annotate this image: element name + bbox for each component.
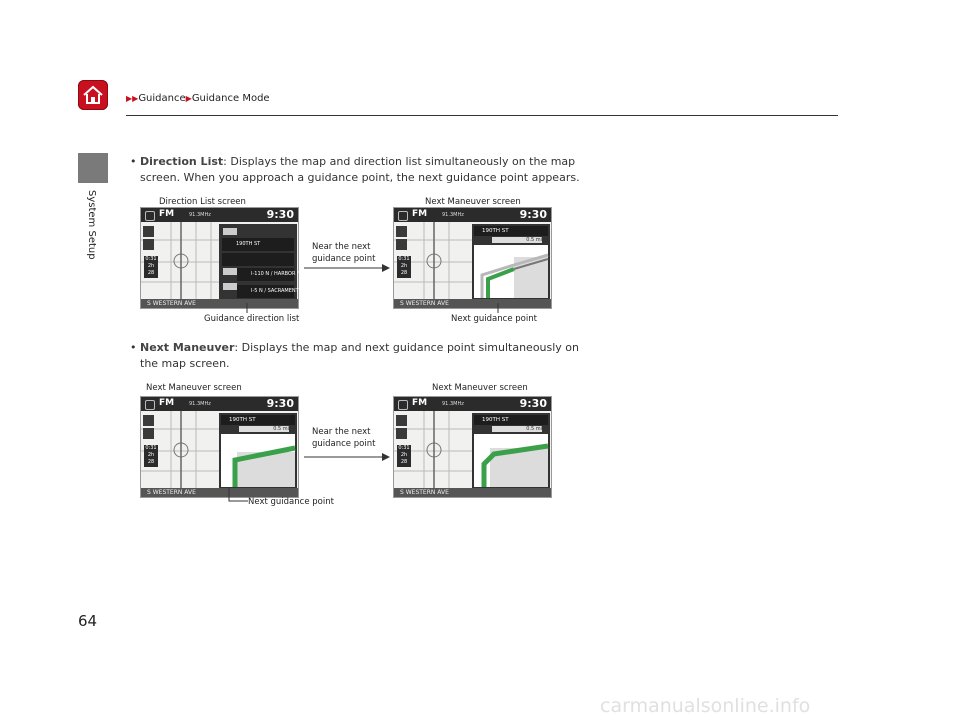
- next-maneuver-screen-caption: Next Maneuver screen: [425, 197, 521, 207]
- breadcrumb-guidance-mode[interactable]: Guidance Mode: [191, 93, 270, 104]
- guidance-direction-list: [219, 224, 314, 300]
- watermark: carmanualsonline.info: [600, 695, 811, 717]
- guidance-direction-list-callout: Guidance direction list: [204, 314, 300, 324]
- next-guidance-point-panel: 190TH ST 0.5 mi: [219, 413, 297, 489]
- direction-list-item: I-5 N / SACRAMENTO: [237, 285, 294, 298]
- direction-list-item: 190TH ST: [222, 238, 294, 251]
- direction-list-item: [222, 253, 294, 266]
- next-guidance-point-panel: 190TH ST 0.5 mi: [472, 224, 550, 300]
- side-tab-label: System Setup: [86, 190, 97, 260]
- near-next-guidance-label-2: Near the next guidance point: [312, 427, 376, 449]
- direction-list-screen: FM 91.3MHz 9:30 0:31 2h 28 190TH ST I-110 N / HARBOR FWY N I-5 N / SACRAMENTO S WESTERN AVE: [140, 207, 299, 309]
- next-maneuver-screen-caption-right: Next Maneuver screen: [432, 383, 528, 393]
- direction-list-item: I-110 N / HARBOR FWY N: [237, 268, 294, 281]
- next-maneuver-description: • Next Maneuver: Displays the map and next guidance point simultaneously on the map screen.: [130, 341, 580, 370]
- maneuver-map: [474, 245, 548, 298]
- home-button-icon: [145, 400, 155, 410]
- direction-list-screen-caption: Direction List screen: [159, 197, 246, 207]
- home-button-icon: [145, 211, 155, 221]
- arrow-right-icon: [304, 452, 390, 462]
- next-maneuver-term: Next Maneuver: [140, 341, 235, 354]
- next-guidance-point-callout: Next guidance point: [451, 314, 537, 324]
- side-tab: [78, 153, 108, 183]
- next-guidance-point-panel: 190TH ST 0.5 mi: [472, 413, 550, 489]
- eta-box: 0:31 2h 28: [145, 256, 157, 276]
- next-maneuver-screen-after: FM 91.3MHz 9:30 0:31 2h 28 190TH ST 0.5 mi S WESTERN AVE: [393, 396, 552, 498]
- home-button-icon: [398, 400, 408, 410]
- direction-list-term: Direction List: [140, 155, 224, 168]
- home-icon[interactable]: [78, 80, 108, 110]
- direction-list-description: • Direction List: Displays the map and direction list simultaneously on the map screen. When you approach a guidance point, the next guidance point appears.: [130, 155, 580, 184]
- next-maneuver-screen: FM 91.3MHz 9:30 0:31 2h 28 190TH ST 0.5 mi S WESTERN AVE: [393, 207, 552, 309]
- status-bar: FM 91.3MHz 9:30: [141, 208, 298, 222]
- next-maneuver-screen-caption-left: Next Maneuver screen: [146, 383, 242, 393]
- maneuver-map: [221, 434, 295, 487]
- header-divider: [126, 115, 838, 116]
- breadcrumb-guidance[interactable]: Guidance: [138, 93, 186, 104]
- near-next-guidance-label: Near the next guidance point: [312, 242, 376, 264]
- home-button-icon: [398, 211, 408, 221]
- next-maneuver-screen-before: FM 91.3MHz 9:30 0:31 2h 28 190TH ST 0.5 mi S WESTERN AVE: [140, 396, 299, 498]
- maneuver-map: [474, 434, 548, 487]
- breadcrumb: ▶▶Guidance▶Guidance Mode: [126, 93, 270, 104]
- page-number: 64: [78, 612, 98, 630]
- next-guidance-point-callout-2: Next guidance point: [248, 497, 334, 507]
- arrow-right-icon: [304, 263, 390, 273]
